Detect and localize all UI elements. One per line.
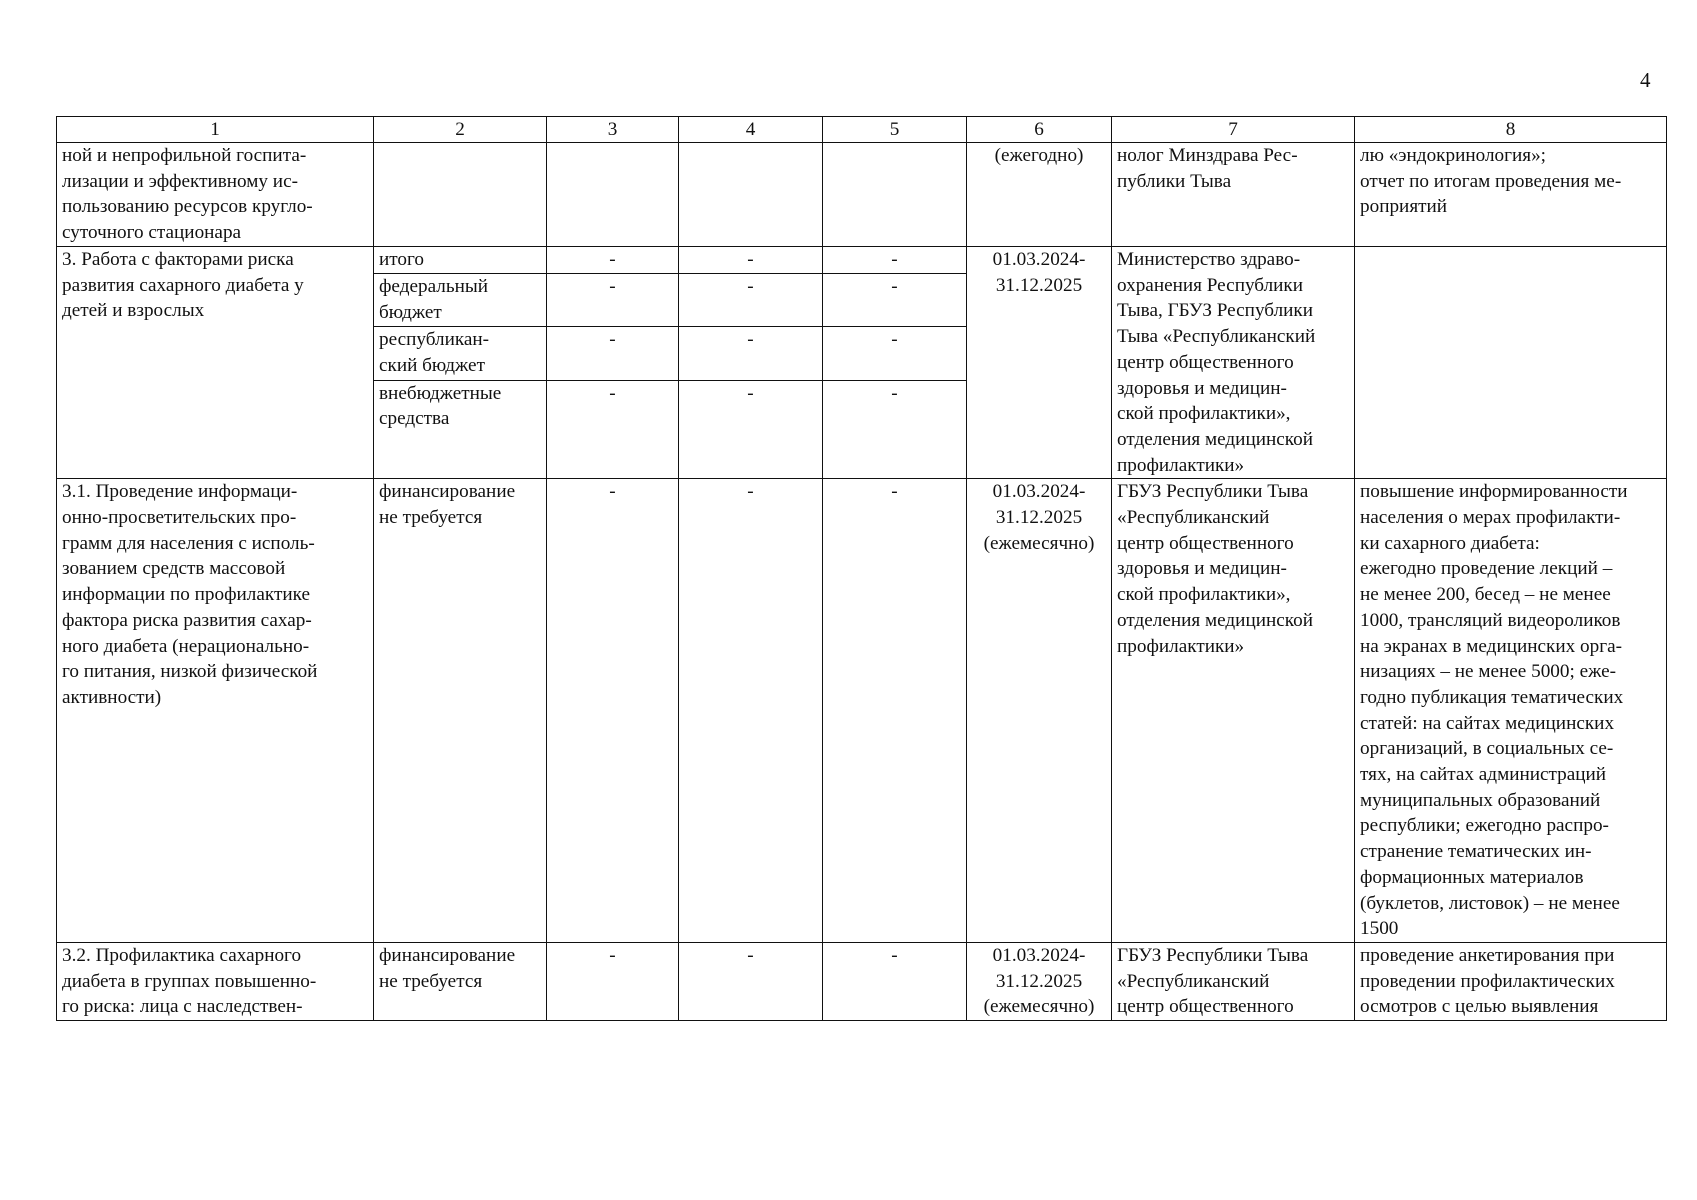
section3-result-cell	[1355, 247, 1667, 479]
cont-col5-cell	[823, 143, 967, 247]
source-col3-cell: -	[547, 380, 679, 479]
header-col-8: 8	[1355, 117, 1667, 143]
item31-col5-cell: -	[823, 479, 967, 943]
item31-col3-cell: -	[547, 479, 679, 943]
header-col-1: 1	[57, 117, 374, 143]
source-col4-cell: -	[679, 380, 823, 479]
cont-col2-cell	[374, 143, 547, 247]
item32-responsible-cell: ГБУЗ Республики Тыва «Республиканский центр общественного	[1112, 942, 1355, 1020]
source-col5-cell: -	[823, 247, 967, 274]
item32-title-cell: 3.2. Профилактика сахарного диабета в группах повышенно- го риска: лица с наследствен-	[57, 942, 374, 1020]
page-number: 4	[1640, 68, 1651, 92]
section3-row-total	[57, 247, 1667, 274]
header-col-4: 4	[679, 117, 823, 143]
source-col5-cell: -	[823, 274, 967, 327]
item31-responsible-cell: ГБУЗ Республики Тыва «Республиканский центр общественного здоровья и медицин- ской профилактики», отделения медицинской профилактики»	[1112, 479, 1355, 943]
section3-responsible-cell: Министерство здраво- охранения Республики Тыва, ГБУЗ Республики Тыва «Республиканский центр общественного здоровья и медицин- ской профилактики», отделения медицинской профилактики»	[1112, 247, 1355, 479]
cont-responsible-cell: нолог Минздрава Рес- публики Тыва	[1112, 143, 1355, 247]
header-col-3: 3	[547, 117, 679, 143]
cont-result-cell: лю «эндокринология»; отчет по итогам проведения ме- роприятий	[1355, 143, 1667, 247]
continuation-row	[57, 143, 1667, 247]
source-name-cell: итого	[374, 247, 547, 274]
item32-result-cell: проведение анкетирования при проведении профилактических осмотров с целью выявления	[1355, 942, 1667, 1020]
cont-measure-cell: ной и непрофильной госпита- лизации и эффективному ис- пользованию ресурсов кругло- суточного стационара	[57, 143, 374, 247]
source-name-cell: федеральный бюджет	[374, 274, 547, 327]
measures-table	[56, 116, 1667, 1021]
header-col-5: 5	[823, 117, 967, 143]
cont-col4-cell	[679, 143, 823, 247]
header-col-2: 2	[374, 117, 547, 143]
source-col4-cell: -	[679, 247, 823, 274]
item32-col4-cell: -	[679, 942, 823, 1020]
source-col5-cell: -	[823, 380, 967, 479]
source-col4-cell: -	[679, 327, 823, 380]
item31-col4-cell: -	[679, 479, 823, 943]
item32-period-cell: 01.03.2024- 31.12.2025 (ежемесячно)	[967, 942, 1112, 1020]
header-col-6: 6	[967, 117, 1112, 143]
item32-col3-cell: -	[547, 942, 679, 1020]
section3-period-cell: 01.03.2024- 31.12.2025	[967, 247, 1112, 479]
header-row	[57, 117, 1667, 143]
header-col-7: 7	[1112, 117, 1355, 143]
item-3-2-row	[57, 942, 1667, 1020]
source-col5-cell: -	[823, 327, 967, 380]
item31-result-cell: повышение информированности населения о мерах профилакти- ки сахарного диабета: ежегодно проведение лекций – не менее 200, бесед – не менее 1000, трансляций видеороликов на экранах в медицинских орга- низациях – не менее 5000; еже- годно публикация тематических статей: на сайтах медицинских организаций, в социальных се- тях, на сайтах администраций муниципальных образований республики; ежегодно распро- странение тематических ин- формационных материалов (буклетов, листовок) – не менее 1500	[1355, 479, 1667, 943]
source-col3-cell: -	[547, 247, 679, 274]
source-name-cell: республикан- ский бюджет	[374, 327, 547, 380]
source-col3-cell: -	[547, 274, 679, 327]
section3-title-cell: 3. Работа с факторами риска развития сахарного диабета у детей и взрослых	[57, 247, 374, 479]
cont-period-cell: (ежегодно)	[967, 143, 1112, 247]
source-name-cell: внебюджетные средства	[374, 380, 547, 479]
item31-funding-cell: финансирование не требуется	[374, 479, 547, 943]
source-col3-cell: -	[547, 327, 679, 380]
cont-col3-cell	[547, 143, 679, 247]
source-col4-cell: -	[679, 274, 823, 327]
item32-col5-cell: -	[823, 942, 967, 1020]
item31-period-cell: 01.03.2024- 31.12.2025 (ежемесячно)	[967, 479, 1112, 943]
item32-funding-cell: финансирование не требуется	[374, 942, 547, 1020]
item31-title-cell: 3.1. Проведение информаци- онно-просветительских про- грамм для населения с исполь- зованием средств массовой информации по профилактике фактора риска развития сахар- ного диабета (нерационально- го питания, низкой физической активности)	[57, 479, 374, 943]
item-3-1-row	[57, 479, 1667, 943]
